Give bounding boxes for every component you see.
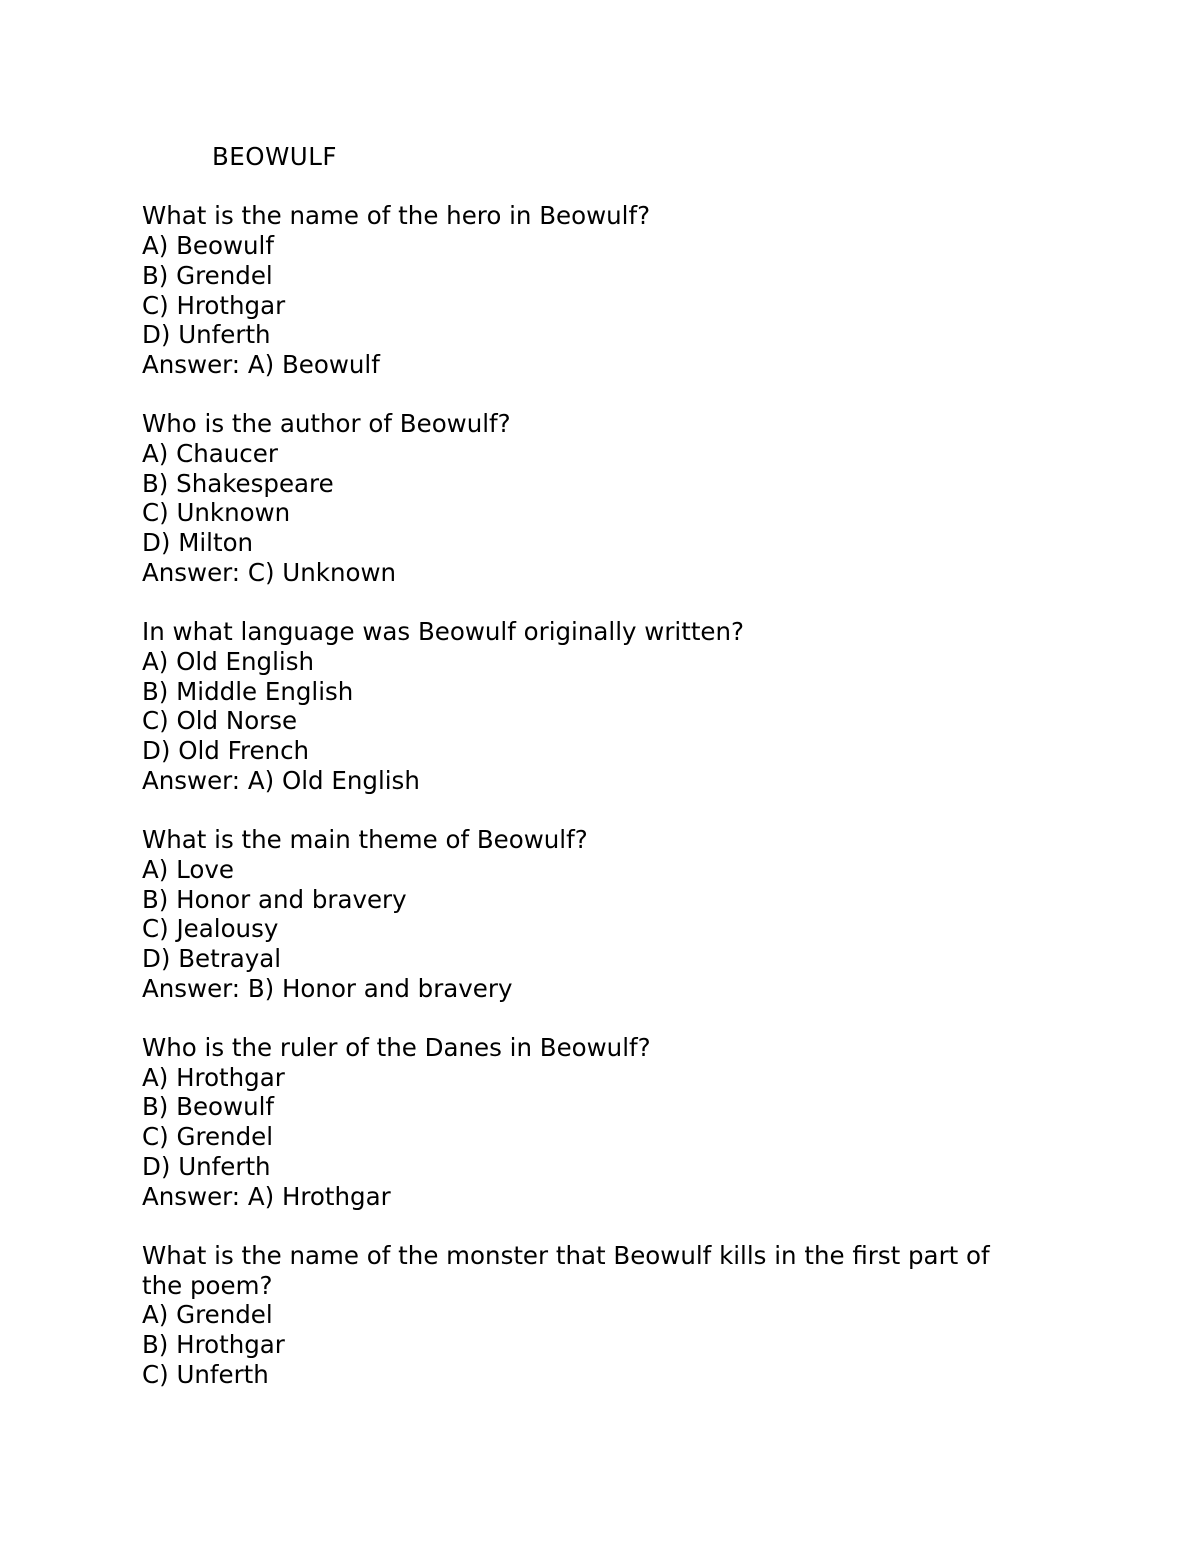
option-c: C) Old Norse <box>142 706 298 736</box>
question-text: What is the main theme of Beowulf? <box>142 825 588 855</box>
question-text: Who is the ruler of the Danes in Beowulf? <box>142 1033 651 1063</box>
question-block <box>142 617 1062 795</box>
option-d: D) Milton <box>142 528 254 558</box>
option-d: D) Betrayal <box>142 943 282 973</box>
option-a: A) Love <box>142 854 234 884</box>
option-b: B) Grendel <box>142 260 273 290</box>
question-block <box>142 201 1062 379</box>
option-a: A) Chaucer <box>142 439 278 468</box>
option-c: C) Grendel <box>142 1122 274 1152</box>
option-c: C) Unknown <box>142 498 291 528</box>
question-text: Who is the author of Beowulf? <box>142 409 511 439</box>
answer-text: Answer: B) Honor and bravery <box>142 973 513 1003</box>
question-text: In what language was Beowulf originally written? <box>142 617 745 647</box>
document-page <box>142 142 1062 1419</box>
option-b: B) Middle English <box>142 676 354 706</box>
option-b: B) Honor and bravery <box>142 884 407 914</box>
option-d: D) Old French <box>142 736 310 766</box>
answer-text: Answer: A) Beowulf <box>142 349 380 379</box>
question-block <box>142 1033 1062 1211</box>
answer-text: Answer: A) Hrothgar <box>142 1181 391 1211</box>
document-title: BEOWULF <box>212 142 337 171</box>
answer-text: Answer: C) Unknown <box>142 557 397 587</box>
option-d: D) Unferth <box>142 320 271 350</box>
answer-text: Answer: A) Old English <box>142 765 420 795</box>
option-c: C) Jealousy <box>142 914 279 944</box>
question-block <box>142 825 1062 1003</box>
option-b: B) Shakespeare <box>142 468 334 498</box>
option-a: A) Beowulf <box>142 231 274 261</box>
option-b: B) Beowulf <box>142 1092 275 1122</box>
question-text: What is the name of the hero in Beowulf? <box>142 201 651 231</box>
option-d: D) Unferth <box>142 1151 271 1181</box>
option-b: B) Hrothgar <box>142 1330 285 1360</box>
question-block <box>142 1241 1062 1390</box>
option-a: A) Grendel <box>142 1300 273 1330</box>
option-c: C) Hrothgar <box>142 290 286 320</box>
option-a: A) Hrothgar <box>142 1062 285 1092</box>
option-c: C) Unferth <box>142 1359 269 1389</box>
question-block <box>142 409 1062 587</box>
question-text: What is the name of the monster that Beowulf kills in the first part of the poem? <box>142 1240 998 1300</box>
option-a: A) Old English <box>142 646 315 676</box>
